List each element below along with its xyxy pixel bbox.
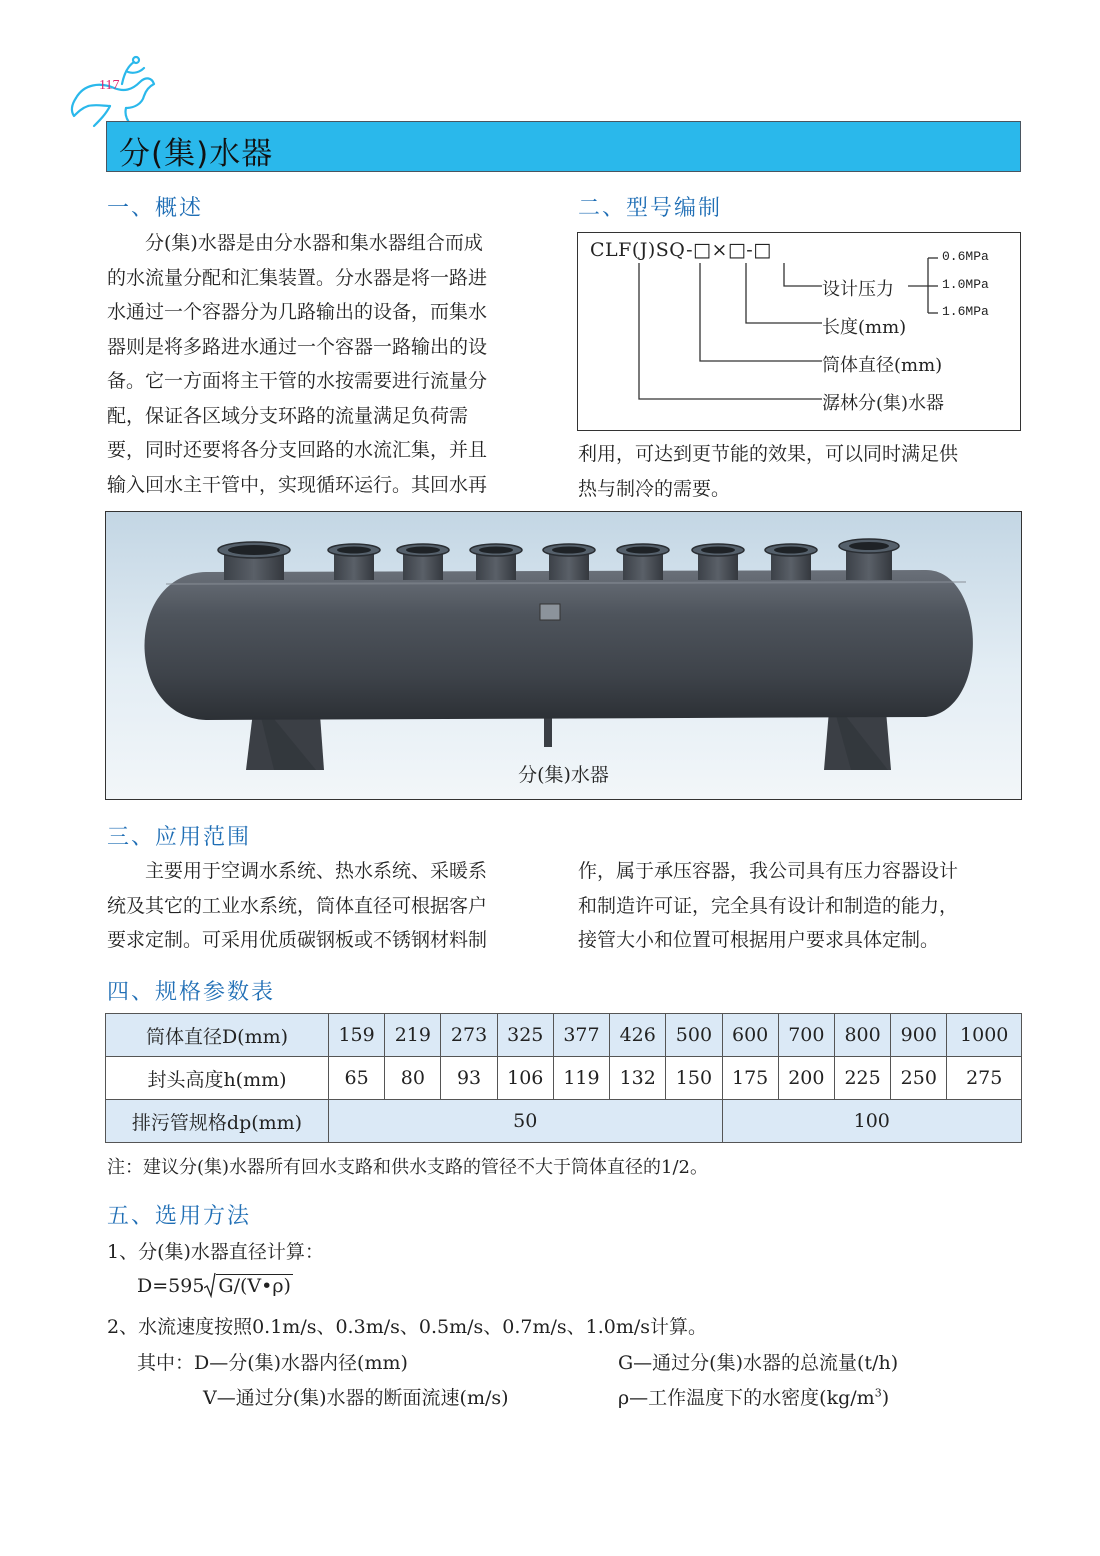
section-3-text-right xyxy=(578,854,1022,958)
section-2-heading: 二、型号编制 xyxy=(578,196,723,221)
table-cell: 900 xyxy=(891,1014,947,1057)
definition-rho xyxy=(618,1383,889,1410)
table-cell: 325 xyxy=(497,1014,553,1057)
pressure-option: 1.0MPa xyxy=(942,277,989,292)
definition-rho-text: ρ—工作温度下的水密度(kg/m xyxy=(618,1387,875,1409)
product-label: 潺林分(集)水器 xyxy=(822,393,945,414)
table-cell: 273 xyxy=(441,1014,497,1057)
section-4-heading: 四、规格参数表 xyxy=(107,980,276,1005)
formula-prefix: D=595 xyxy=(137,1275,205,1297)
photo-caption: 分(集)水器 xyxy=(518,764,609,786)
text-line: 备。它一方面将主干管的水按需要进行流量分 xyxy=(107,370,488,392)
table-cell: 65 xyxy=(329,1057,385,1100)
model-code-diagram xyxy=(577,232,1021,431)
pressure-label: 设计压力 xyxy=(822,279,894,300)
table-cell: 225 xyxy=(834,1057,890,1100)
model-code: CLF(J)SQ-□×□-□ xyxy=(590,239,772,261)
length-label: 长度(mm) xyxy=(822,317,907,338)
table-cell: 377 xyxy=(553,1014,609,1057)
page-title-bar xyxy=(106,121,1021,172)
table-row xyxy=(106,1100,1022,1143)
text-line: 作，属于承压容器，我公司具有压力容器设计 xyxy=(578,860,959,882)
table-cell: 426 xyxy=(610,1014,666,1057)
method-item-2: 2、水流速度按照0.1m/s、0.3m/s、0.5m/s、0.7m/s、1.0m/s计算。 xyxy=(107,1316,708,1338)
text-line: 统及其它的工业水系统，筒体直径可根据客户 xyxy=(107,894,488,917)
section-3-text-left xyxy=(107,854,550,958)
table-cell: 500 xyxy=(666,1014,722,1057)
table-cell: 119 xyxy=(553,1057,609,1100)
superscript: 3 xyxy=(874,1386,882,1400)
text-line: 输入回水主干管中，实现循环运行。其回水再 xyxy=(107,473,488,496)
row-header: 筒体直径D(mm) xyxy=(106,1014,329,1057)
diameter-formula xyxy=(137,1272,293,1298)
text-line: 的水流量分配和汇集装置。分水器是将一路进 xyxy=(107,266,488,289)
table-cell: 600 xyxy=(722,1014,778,1057)
table-cell: 250 xyxy=(891,1057,947,1100)
pressure-option: 1.6MPa xyxy=(942,304,989,319)
row-header: 排污管规格dp(mm) xyxy=(106,1100,329,1143)
text-line: 配，保证各区域分支环路的流量满足负荷需 xyxy=(107,404,469,427)
table-cell: 175 xyxy=(722,1057,778,1100)
table-cell: 200 xyxy=(778,1057,834,1100)
pressure-option: 0.6MPa xyxy=(942,249,989,264)
table-cell: 700 xyxy=(778,1014,834,1057)
table-cell: 50 xyxy=(329,1100,723,1143)
table-cell: 106 xyxy=(497,1057,553,1100)
definition-d: 其中：D—分(集)水器内径(mm) xyxy=(137,1352,408,1374)
section-1-text xyxy=(107,226,550,502)
text-line: 接管大小和位置可根据用户要求具体定制。 xyxy=(578,929,940,951)
formula-radicand: G/(V•ρ) xyxy=(218,1275,291,1297)
method-item-1: 1、分(集)水器直径计算： xyxy=(107,1241,324,1263)
text-line: 热与制冷的需要。 xyxy=(578,477,731,500)
table-cell: 93 xyxy=(441,1057,497,1100)
table-cell: 132 xyxy=(610,1057,666,1100)
product-photo xyxy=(105,511,1022,800)
square-root-icon xyxy=(204,1272,216,1298)
text-line: 利用，可达到更节能的效果，可以同时满足供 xyxy=(578,443,959,465)
table-cell: 159 xyxy=(329,1014,385,1057)
table-cell: 100 xyxy=(722,1100,1021,1143)
section-3-heading: 三、应用范围 xyxy=(107,825,252,850)
diameter-label: 筒体直径(mm) xyxy=(822,355,943,376)
section-5-heading: 五、选用方法 xyxy=(107,1204,252,1229)
spec-table xyxy=(105,1013,1022,1143)
text-line: 和制造许可证，完全具有设计和制造的能力， xyxy=(578,894,959,917)
section-1-continuation xyxy=(578,437,1022,506)
table-cell: 80 xyxy=(385,1057,441,1100)
page-title: 分(集)水器 xyxy=(119,136,274,172)
table-cell: 219 xyxy=(385,1014,441,1057)
table-cell: 150 xyxy=(666,1057,722,1100)
text-line: 水通过一个容器分为几路输出的设备，而集水 xyxy=(107,301,488,323)
text-line: 分(集)水器是由分水器和集水器组合而成 xyxy=(107,232,483,254)
table-row xyxy=(106,1014,1022,1057)
closing-paren: ) xyxy=(881,1387,890,1409)
row-header: 封头高度h(mm) xyxy=(106,1057,329,1100)
definition-v: V—通过分(集)水器的断面流速(m/s) xyxy=(203,1387,509,1409)
table-note: 注：建议分(集)水器所有回水支路和供水支路的管径不大于筒体直径的1/2。 xyxy=(107,1157,709,1178)
table-cell: 275 xyxy=(947,1057,1022,1100)
table-cell: 800 xyxy=(834,1014,890,1057)
text-line: 要，同时还要将各分支回路的水流汇集，并且 xyxy=(107,439,488,461)
text-line: 器则是将多路进水通过一个容器一路输出的设 xyxy=(107,335,488,358)
table-cell: 1000 xyxy=(947,1014,1022,1057)
text-line: 要求定制。可采用优质碳钢板或不锈钢材料制 xyxy=(107,929,488,951)
section-1-heading: 一、概述 xyxy=(107,196,204,221)
distributor-vessel-image xyxy=(106,512,1021,799)
text-line: 主要用于空调水系统、热水系统、采暖系 xyxy=(107,860,488,882)
table-row xyxy=(106,1057,1022,1100)
page-number: 117 xyxy=(99,78,120,93)
definition-g: G—通过分(集)水器的总流量(t/h) xyxy=(618,1352,899,1374)
